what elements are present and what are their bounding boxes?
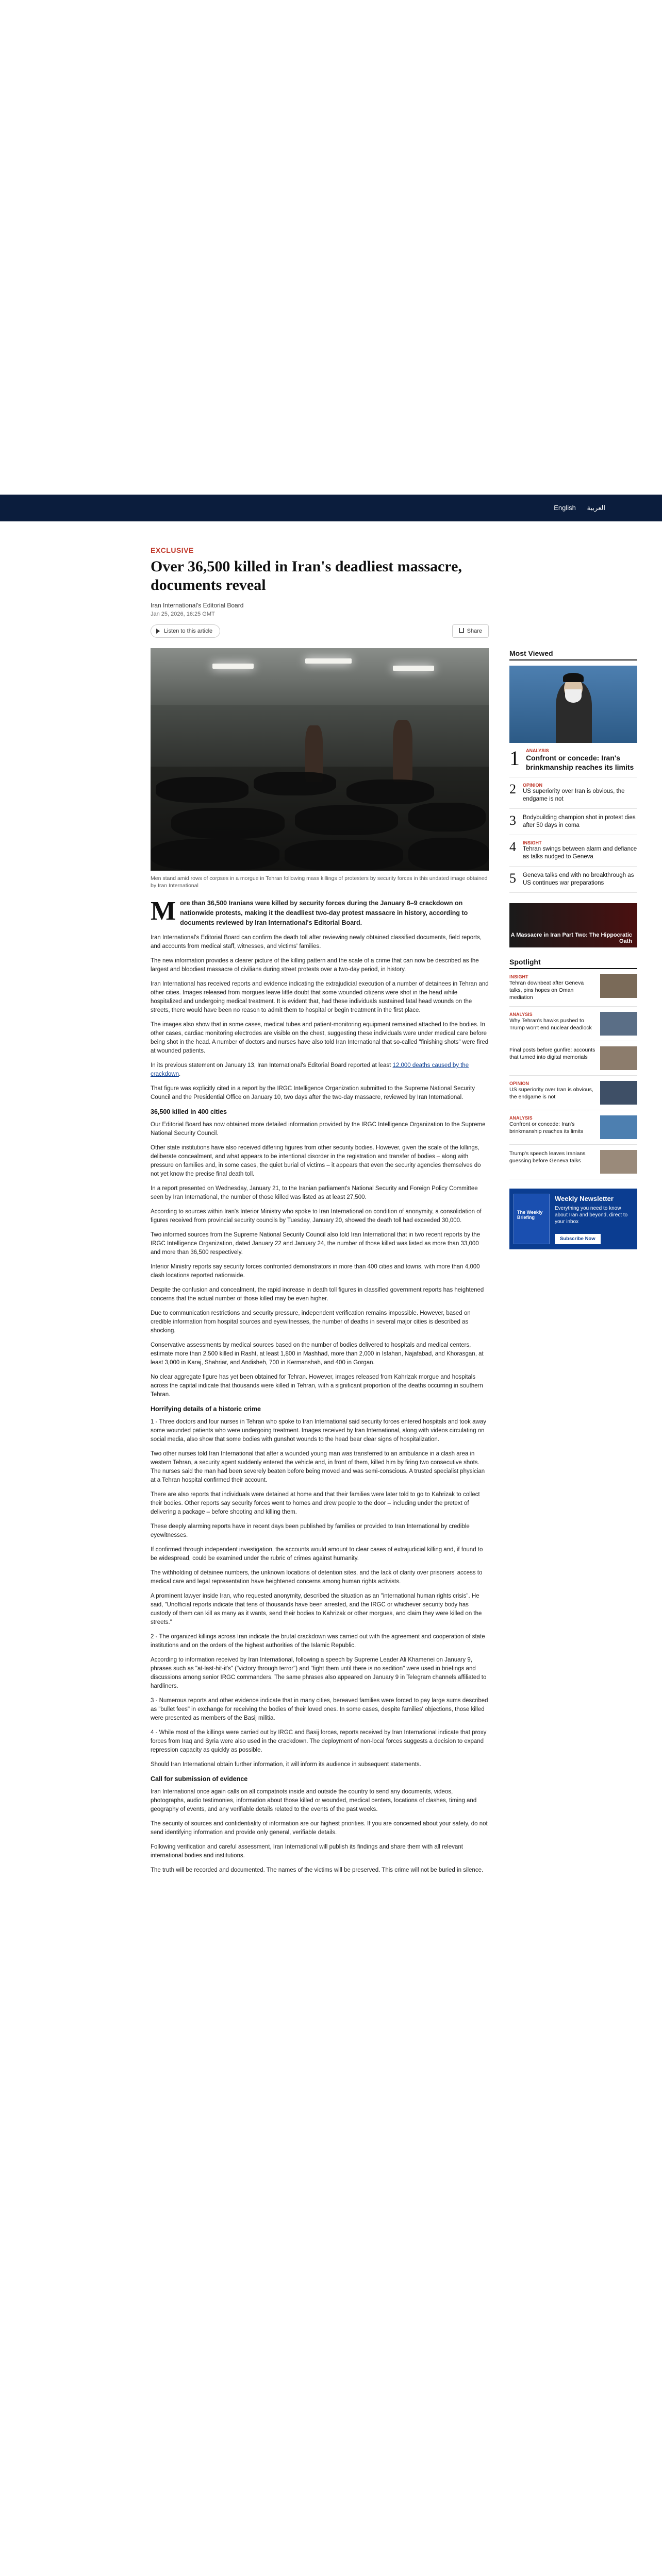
paragraph: The new information provides a clearer picture of the killing pattern and the scale of a crime that can now be described as the largest and bloodiest massacre of civilians during street protests over a two-day period, in history. — [151, 958, 479, 973]
most-viewed-item[interactable] — [509, 783, 637, 809]
paragraph: According to sources within Iran's Interior Ministry who spoke to Iran International on condition of anonymity, a consolidation of figures received from provincial security councils by Tuesday, January 20, showed the death toll had exceeded 30,000. — [151, 1209, 482, 1224]
rank-number: 2 — [509, 782, 516, 796]
newsletter-image — [514, 1194, 550, 1244]
most-viewed-item[interactable] — [509, 840, 637, 867]
paragraph-text: . — [178, 1071, 181, 1077]
rank-number: 5 — [509, 871, 516, 886]
paragraph: There are also reports that individuals were detained at home and that their families were later told to go to Kahrizak to collect their bodies. Other reports say security forces went to homes and drew people to the door – including under the pretext of delivering a package – before shooting and killing them. — [151, 1492, 480, 1515]
article-main — [151, 546, 489, 1880]
lead-text: ore than 36,500 Iranians were killed by security forces during the January 8–9 crackdown on nationwide protests, making it the deadliest two-day protest massacre in history, according to documents reviewed by Iran International's Editorial Board. — [180, 900, 468, 926]
spotlight-item[interactable] — [509, 1012, 637, 1041]
inline-link[interactable]: 12,000 deaths caused by the crackdown — [151, 1062, 469, 1077]
byline[interactable]: Iran International's Editorial Board — [151, 602, 244, 609]
item-thumbnail — [600, 1081, 637, 1105]
newsletter-box — [509, 1189, 637, 1249]
spotlight-item[interactable] — [509, 1046, 637, 1076]
newsletter-image-text: The Weekly Briefing — [517, 1210, 543, 1220]
paragraph — [151, 1061, 489, 1079]
paragraph: 3 - Numerous reports and other evidence indicate that in many cities, bereaved families were forced to pay large sums described as "bullet fees" in exchange for receiving the bodies of their loved ones. In some cases, despite families' objections, those killed were presented as members of the Basij militia. — [151, 1698, 488, 1721]
paragraph: That figure was explicitly cited in a report by the IRGC Intelligence Organization submitted to the Supreme National Security Council and the Presidential Office on January 10, two days after the two-day massacre, reviewed by Iran International. — [151, 1086, 475, 1100]
paragraph: If confirmed through independent investigation, the accounts would amount to clear cases of extrajudicial killing and, if found to be widespread, could be examined under the rubric of crimes against humanity. — [151, 1547, 483, 1562]
item-tag: INSIGHT — [523, 840, 542, 845]
paragraph: Iran International's Editorial Board can confirm the death toll after reviewing newly obtained classified documents, field reports, and accounts from medical staff, witnesses, and victims' families. — [151, 935, 482, 950]
item-tag: ANALYSIS — [526, 748, 549, 753]
paragraph-text: In its previous statement on January 13, Iran International's Editorial Board reported at least — [151, 1062, 393, 1069]
listen-button[interactable] — [151, 624, 220, 638]
hero-body-bag — [408, 803, 486, 832]
paragraph: In a report presented on Wednesday, January 21, to the Iranian parliament's National Security and Foreign Policy Committee seen by Iran International, the number of those killed was listed as at least 27,500. — [151, 1185, 478, 1200]
spotlight-item[interactable] — [509, 1081, 637, 1110]
paragraph: These deeply alarming reports have in recent days been published by families or provided to Iran International by credible eyewitnesses. — [151, 1523, 470, 1538]
hero-body-bag — [254, 772, 336, 795]
language-switcher — [544, 504, 605, 512]
hero-ceiling — [151, 648, 489, 705]
top-navigation-bar — [0, 495, 662, 521]
hero-body-bag — [156, 777, 249, 803]
item-title: US superiority over Iran is obvious, the endgame is not — [509, 1087, 593, 1100]
most-viewed-item[interactable] — [509, 872, 637, 893]
paragraph: Iran International once again calls on all compatriots inside and outside the country to send any documents, videos, photographs, audio testimonies, information about those killed or wounded, medical centers, locations of clashes, timing and geography of events, and any verifiable details related to the events of the past weeks. — [151, 1789, 477, 1812]
paragraph: The withholding of detainee numbers, the unknown locations of detention sites, and the lack of clarity over prisoners' access to medical care and legal representation have heightened concerns among human rights activists. — [151, 1570, 483, 1585]
item-tag: OPINION — [523, 783, 543, 788]
item-title: Tehran swings between alarm and defiance as talks nudged to Geneva — [523, 846, 637, 860]
paragraph: Due to communication restrictions and security pressure, independent verification remains impossible. However, based on credible information from hospital sources and eyewitnesses, the number of deaths in several major cities is described as shocking. — [151, 1310, 471, 1334]
article-actions — [151, 624, 489, 640]
item-title: Trump's speech leaves Iranians guessing before Geneva talks — [509, 1150, 586, 1164]
item-tag: INSIGHT — [509, 974, 528, 979]
item-title: Tehran downbeat after Geneva talks, pins hopes on Oman mediation — [509, 980, 584, 1001]
hero-body-bag — [408, 838, 489, 871]
item-title: Final posts before gunfire: accounts that turned into digital memorials — [509, 1047, 595, 1060]
most-viewed-image[interactable] — [509, 666, 637, 743]
paragraph: Other state institutions have also received differing figures from other security bodies. However, given the scale of the killings, deliberate concealment, and what appears to be intentional disorder in the registration and transfer of bodies – along with pressure on families and, in some cases, the quiet burial of victims – it appears that even the security agencies themselves do not yet know the precise final death toll. — [151, 1145, 481, 1177]
item-thumbnail — [600, 974, 637, 998]
subscribe-button[interactable]: Subscribe Now — [555, 1234, 601, 1244]
page-title: Over 36,500 killed in Iran's deadliest massacre, documents reveal — [151, 558, 462, 594]
hero-image — [151, 648, 489, 871]
paragraph: 2 - The organized killings across Iran indicate the brutal crackdown was carried out with the agreement and cooperation of state institutions and on the orders of the highest authorities of the Islamic Republic. — [151, 1634, 485, 1649]
paragraph: No clear aggregate figure has yet been obtained for Tehran. However, images released from Kahrizak morgue and hospitals across the capital indicate that thousands were killed in Tehran, with a significant proportion of the deaths occurring in southern Tehran. — [151, 1374, 483, 1398]
item-title: Why Tehran's hawks pushed to Trump won't end nuclear deadlock — [509, 1018, 592, 1031]
exclusive-label: EXCLUSIVE — [151, 546, 194, 554]
publish-date: Jan 25, 2026, 16:25 GMT — [151, 611, 215, 617]
item-title: Geneva talks end with no breakthrough as US continues war preparations — [523, 872, 634, 886]
play-icon — [156, 629, 160, 634]
hero-light — [212, 664, 254, 669]
item-title: Bodybuilding champion shot in protest dies after 50 days in coma — [523, 815, 636, 828]
newsletter-text: Everything you need to know about Iran and beyond, direct to your inbox — [555, 1206, 628, 1225]
hero-body-bag — [151, 839, 279, 871]
section-heading: Call for submission of evidence — [151, 1775, 248, 1783]
paragraph: The truth will be recorded and documented. The names of the victims will be preserved. This crime will not be buried in silence. — [151, 1867, 484, 1873]
item-title: US superiority over Iran is obvious, the endgame is not — [523, 788, 625, 802]
hero-light — [393, 666, 434, 671]
item-thumbnail — [600, 1115, 637, 1139]
most-viewed-item[interactable] — [509, 814, 637, 835]
item-tag: ANALYSIS — [509, 1012, 533, 1017]
newsletter-title: Weekly Newsletter — [555, 1195, 614, 1202]
image-beard — [565, 689, 582, 703]
paragraph: 1 - Three doctors and four nurses in Tehran who spoke to Iran International said security forces entered hospitals and took away some wounded patients who were undergoing treatment. Images received by Iran International, along with videos circulating on social media, also show that some bodies with gunshot wounds to the head bear clear signs of hospitalization. — [151, 1419, 486, 1443]
hero-light — [305, 658, 352, 664]
item-title: Confront or concede: Iran's brinkmanship reaches its limits — [526, 754, 634, 771]
paragraph: Conservative assessments by medical sources based on the number of bodies delivered to hospitals and medical centers, estimate more than 2,500 killed in Rasht, at least 1,800 in Mashhad, more than 2,000 in Isfahan, Najafabad, and Khorasgan, at least 3,000 in Karaj, Shahriar, and Andisheh, 700 in Kermanshah, and 400 in Gorgan. — [151, 1342, 484, 1366]
paragraph: 4 - While most of the killings were carried out by IRGC and Basij forces, reports received by Iran International indicate that proxy forces from Iraq and Syria were also used in the crackdown. The deployment of non-local forces suggests a decision to expand repression capacity as quickly as possible. — [151, 1730, 487, 1753]
promo-text: A Massacre in Iran Part Two: The Hippocratic Oath — [510, 932, 632, 944]
lang-arabic-link[interactable]: العربية — [587, 504, 605, 512]
paragraph: Should Iran International obtain further information, it will inform its audience in subsequent statements. — [151, 1761, 421, 1768]
section-heading: Horrifying details of a historic crime — [151, 1405, 261, 1413]
paragraph: The security of sources and confidentiality of information are our highest priorities. If you are concerned about your safety, do not send identifying information and provide only general, verifiable details. — [151, 1821, 488, 1836]
spotlight-heading: Spotlight — [509, 958, 637, 969]
paragraph: According to information received by Iran International, following a speech by Supreme Leader Ali Khamenei on January 9, phrases such as "at-last-hit-it's" ("victory through terror") and "fight them until there is no sedition" were used in briefings and discussions among senior IRGC commanders. The same phrases also appeared on January 9 in Telegram channels affiliated to hardliners. — [151, 1657, 487, 1689]
paragraph: Following verification and careful assessment, Iran International will publish its findings and share them with all relevant international bodies and institutions. — [151, 1844, 463, 1859]
item-thumbnail — [600, 1012, 637, 1036]
promo-banner[interactable] — [509, 903, 637, 947]
most-viewed-item[interactable] — [509, 748, 637, 777]
paragraph: Iran International has received reports and evidence indicating the extrajudicial execution of a number of detainees in Tehran and other cities. Images released from morgues leave little doubt that some wounded citizens were shot in the head while hospitalized and undergoing medical treatment. It is evident that, had these individuals sustained fatal head wounds on the streets, there would have been no reason to admit them to hospital or begin treatment in the first place. — [151, 981, 489, 1013]
item-title: Confront or concede: Iran's brinkmanship reaches its limits — [509, 1121, 583, 1134]
most-viewed-heading: Most Viewed — [509, 649, 637, 660]
hero-body-bag — [295, 805, 398, 835]
spotlight-section — [509, 958, 637, 1179]
item-thumbnail — [600, 1046, 637, 1070]
rank-number: 4 — [509, 839, 516, 854]
article-body — [151, 896, 489, 1875]
spotlight-item[interactable] — [509, 1115, 637, 1145]
hero-body-bag — [285, 840, 403, 871]
rank-number: 3 — [509, 813, 516, 828]
share-label: Share — [467, 628, 482, 634]
image-caption: Men stand amid rows of corpses in a morgue in Tehran following mass killings of protesters by security forces in this undated image obtained by Iran International — [151, 875, 488, 889]
dropcap: M — [151, 896, 176, 926]
paragraph: Our Editorial Board has now obtained more detailed information provided by the IRGC Intelligence Organization to the Supreme National Security Council. — [151, 1122, 486, 1137]
hero-body-bag — [346, 779, 434, 804]
paragraph: Two other nurses told Iran International that after a wounded young man was transferred to an ambulance in a clash area in western Tehran, a security agent suddenly entered the vehicle and, in front of them, killed him by firing two consecutive shots. The nurses said the man had been severely beaten before being moved and was semi-conscious. A trusted specialist physician at a Tehran hospital confirmed their account. — [151, 1451, 485, 1483]
share-icon — [459, 628, 464, 633]
spotlight-item[interactable] — [509, 1150, 637, 1179]
lead-paragraph — [151, 896, 489, 928]
item-tag: ANALYSIS — [509, 1115, 533, 1121]
paragraph: Interior Ministry reports say security forces confronted demonstrators in more than 400 cities and towns, with more than 4,000 clash locations reported nationwide. — [151, 1264, 480, 1279]
sidebar — [509, 649, 637, 1249]
paragraph: A prominent lawyer inside Iran, who requested anonymity, described the situation as an "international human rights crisis". He said, "Unofficial reports indicate that tens of thousands have been arrested, and the IRGC or whichever security body has custody of them can kill as many as it wants, send their bodies to Kahrizak or other morgues, and claim they were killed on the streets." — [151, 1593, 482, 1625]
paragraph: The images also show that in some cases, medical tubes and patient-monitoring equipment remained attached to the bodies. In other cases, cardiac monitoring electrodes are visible on the chest, suggesting these individuals were under medical care before being shot in the head. A number of doctors and nurses have also told Iran International that so-called "finishing shots" were fired at wounded patients. — [151, 1022, 489, 1054]
item-tag: OPINION — [509, 1081, 529, 1086]
spotlight-item[interactable] — [509, 974, 637, 1007]
listen-label: Listen to this article — [164, 628, 213, 634]
image-turban — [563, 673, 584, 682]
lang-english-link[interactable]: English — [554, 504, 576, 512]
item-thumbnail — [600, 1150, 637, 1174]
hero-body-bag — [171, 808, 285, 839]
section-heading: 36,500 killed in 400 cities — [151, 1108, 227, 1115]
paragraph: Despite the confusion and concealment, the rapid increase in death toll figures in classified government reports has heightened concerns that the actual number of those killed may be even higher. — [151, 1287, 484, 1302]
rank-number: 1 — [509, 747, 520, 770]
paragraph: Two informed sources from the Supreme National Security Council also told Iran International that in two recent reports by the IRGC Intelligence Organization, dated January 22 and January 24, the number of those killed was listed as more than 33,000 and more than 36,500 respectively. — [151, 1232, 481, 1256]
hero-person — [393, 720, 412, 782]
share-button[interactable] — [452, 624, 489, 638]
